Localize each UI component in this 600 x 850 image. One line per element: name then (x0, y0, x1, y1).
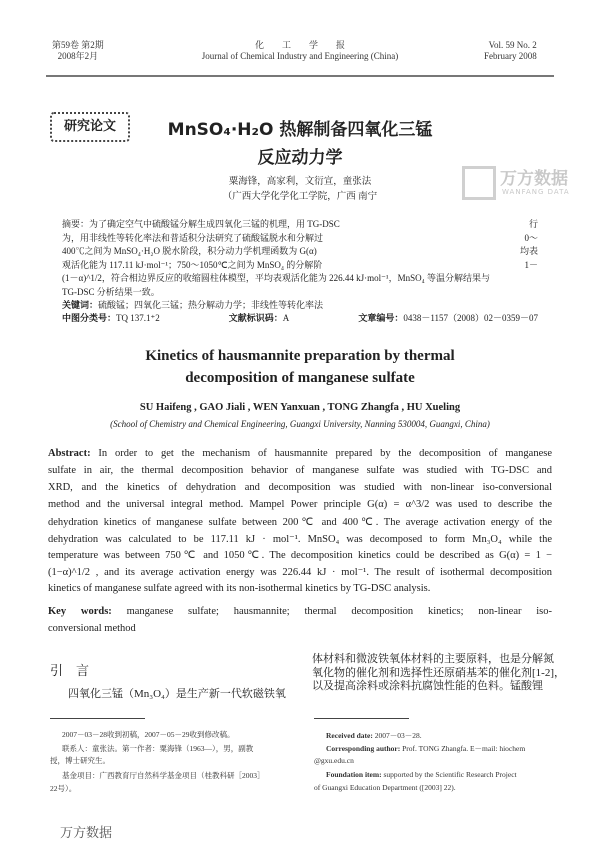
abstract-label: Abstract: (48, 448, 91, 459)
abstract-cn-text-right: 行 (528, 219, 538, 229)
abstract-cn-text: (1－α)^1/2，符合相边界反应的收缩圆柱体模型，平均表观活化能为 226.44 kJ·mol⁻¹，MnSO₄ 等温分解结果与 (62, 273, 491, 283)
keywords-cn-text: 硫酸锰；四氧化三锰；热分解动力学；非线性等转化率法 (98, 300, 324, 310)
classification-row (62, 311, 538, 324)
abstract-cn-line (62, 285, 538, 298)
title-en-line2: decomposition of manganese sulfate (185, 370, 415, 386)
footnote-en (326, 743, 525, 754)
intro-right-line: 氧化物的催化剂和选择性还原硝基苯的催化剂[1-2]， (312, 667, 565, 679)
keywords-en-line2: conversional method (48, 623, 136, 634)
abstract-cn-text-right: 1－ (524, 259, 538, 270)
article-number-label: 文章编号： (358, 313, 404, 323)
abstract-cn-line (62, 271, 538, 284)
abstract-en-text: In order to get the mechanism of hausmannite prepared by the decomposition of manganese (98, 448, 552, 459)
abstract-cn-line (62, 231, 538, 244)
footnote-cn: 基金项目：广西教育厅自然科学基金项目（桂教科研［2003］ (62, 771, 265, 780)
abstract-en-text: kinetics of manganese sulfate agreed with its non-isothermal kinetics by TG-DSC analysis. (48, 583, 431, 595)
keywords-en-text: manganese sulfate; hausmannite; thermal decomposition kinetics; non-linear iso- (126, 606, 553, 617)
clc-value: TQ 137.1⁺2 (116, 313, 160, 323)
abstract-cn-text: TG-DSC 分析结果一致。 (62, 286, 160, 297)
volume-issue-en (484, 40, 537, 62)
affiliation-en: (School of Chemistry and Chemical Engineering, Guangxi University, Nanning 530004, Guangxi, China) (110, 419, 490, 429)
title-en-line1: Kinetics of hausmannite preparation by thermal (145, 348, 455, 364)
title-cn-line1: MnSO₄·H₂O 热解制备四氧化三锰 (167, 120, 433, 140)
keywords-en-line1 (48, 606, 552, 617)
footnote-en-label: Received date: (326, 731, 373, 740)
abstract-en-line (48, 549, 552, 561)
abstract-cn-text: 为，用非线性等转化率法和普适积分法研究了硫酸锰脱水和分解过 (62, 232, 324, 243)
date-en: February 2008 (484, 51, 537, 61)
footnote-en-text: Prof. TONG Zhangfa. E－mail: hiochem (400, 744, 526, 753)
abstract-cn-text-right: 均表 (519, 246, 538, 256)
footnote-rule-right (314, 718, 409, 719)
abstract-cn-text: 400℃之间为 MnSO₄·H₂O 脱水阶段，积分动力学机理函数为 G(α) (62, 246, 317, 256)
abstract-cn-line (62, 258, 538, 271)
abstract-en-text: dehydration kinetics of manganese sulfate between 200℃ and 400℃. The average activation energy of the (48, 516, 552, 528)
volume-cn: 第59卷 第2期 (52, 40, 104, 50)
abstract-en-line (48, 566, 552, 578)
abstract-en-line (48, 482, 552, 493)
abstract-en-text: method and the universal integral method. Mampel Power principle G(α) = α^3/2 was used to describe the (48, 498, 552, 510)
keywords-cn (62, 298, 538, 311)
footnote-cn: 22号）。 (50, 784, 77, 793)
footnote-en (314, 756, 354, 765)
abstract-en-text: dehydration was calculated to be 117.11 kJ · mol⁻¹. MnSO₄ was decomposed to form Mn₃O₄ while the (48, 533, 552, 545)
article-number (358, 311, 538, 324)
intro-heading: 引 言 (50, 663, 90, 678)
clc-number (62, 311, 160, 324)
abstract-en-text: (1−α)^1/2 , and its average activation energy was 226.44 kJ · mol⁻¹. The result of isothermal decomposition (48, 567, 552, 579)
abstract-en-line (48, 448, 552, 459)
abstract-en-text: sulfate in air, the thermal decomposition behavior of manganese sulfate was studied with TG-DSC and (48, 464, 552, 476)
footnote-cn: 联系人：童张法。第一作者：粟海锋（1963—），男，副教 (62, 744, 254, 753)
intro-right-line: 体材料和微波铁氧体材料的主要原料，也是分解氮 (312, 653, 554, 665)
keywords-en-label: Key words: (48, 606, 112, 617)
abstract-en-text: temperature was between 750℃ and 1050℃. The decomposition kinetics could be described as G(α) = 1 − (48, 550, 552, 562)
watermark-logo-icon (462, 166, 496, 200)
title-cn-line2: 反应动力学 (257, 148, 343, 168)
footnote-en-text: of Guangxi Education Department ([2003] 22). (314, 783, 456, 792)
watermark-text-cn: 万方数据 (500, 169, 568, 189)
date-cn: 2008年2月 (57, 51, 99, 61)
abstract-en-text: XRD, and the kinetics of dehydration and decomposition was studied with non-linear iso-conversional (48, 481, 552, 493)
abstract-cn-line (62, 244, 538, 257)
footnote-en-label: Corresponding author: (326, 744, 401, 753)
intro-left-line: 四氧化三锰（Mn₃O₄）是生产新一代软磁铁氧 (68, 688, 286, 700)
keywords-cn-content (62, 298, 323, 311)
document-code-label: 文献标识码： (228, 313, 283, 323)
article-number-value: 0438－1157（2008）02－0359－07 (403, 313, 538, 323)
abstract-cn-text: 观活化能为 117.11 kJ·mol⁻¹；750～1050℃之间为 MnSO₄ 的分解阶 (62, 259, 323, 270)
journal-name (170, 40, 430, 62)
footnote-en (314, 783, 456, 792)
authors-cn: 粟海锋，高家利，文衍宣，童张法 (228, 177, 372, 187)
footnote-en (326, 770, 517, 779)
footnote-en-label: Foundation item: (326, 770, 382, 779)
affiliation-cn: （广西大学化学化工学院，广西 南宁 (222, 192, 378, 202)
clc-label: 中图分类号： (62, 313, 117, 323)
authors-en: SU Haifeng , GAO Jiali , WEN Yanxuan , TONG Zhangfa , HU Xueling (139, 402, 461, 413)
wanfang-watermark (462, 160, 582, 206)
document-code (229, 311, 290, 324)
footer-wanfang: 万方数据 (60, 825, 113, 840)
journal-name-en: Journal of Chemical Industry and Engineering (China) (201, 51, 399, 61)
abstract-en-line (48, 583, 552, 594)
footnote-rule-left (50, 718, 145, 719)
abstract-en-line (48, 516, 552, 528)
footnote-cn: 授，博士研究生。 (50, 756, 110, 765)
abstract-en-line (48, 533, 552, 545)
volume-en: Vol. 59 No. 2 (488, 40, 537, 50)
abstract-cn-line (62, 217, 538, 230)
header-rule (46, 75, 554, 77)
abstract-en-line (48, 465, 552, 476)
volume-issue-cn (52, 40, 104, 62)
intro-right-line: 以及提高涂料或涂料抗腐蚀性能的色料。锰酸锂 (312, 680, 543, 692)
section-badge: 研究论文 (50, 112, 130, 142)
footnote-en-text: supported by the Scientific Research Project (381, 770, 517, 779)
abstract-en-line (48, 499, 552, 510)
keywords-cn-label: 关键词： (62, 300, 99, 310)
watermark-text-en: WANFANG DATA (502, 188, 570, 196)
footnote-en (326, 730, 422, 741)
document-code-value: A (282, 313, 290, 323)
footnote-en-text: @gxu.edu.cn (314, 756, 354, 765)
abstract-cn-text-right: 0～ (524, 232, 538, 243)
footnote-en-text: 2007－03－28. (372, 731, 422, 740)
abstract-cn-text: 摘要：为了确定空气中硫酸锰分解生成四氧化三锰的机理，用 TG-DSC (62, 219, 340, 229)
journal-name-cn: 化 工 学 报 (254, 40, 345, 50)
footnote-cn: 2007－03－28收到初稿，2007－05－29收到修改稿。 (62, 730, 235, 739)
